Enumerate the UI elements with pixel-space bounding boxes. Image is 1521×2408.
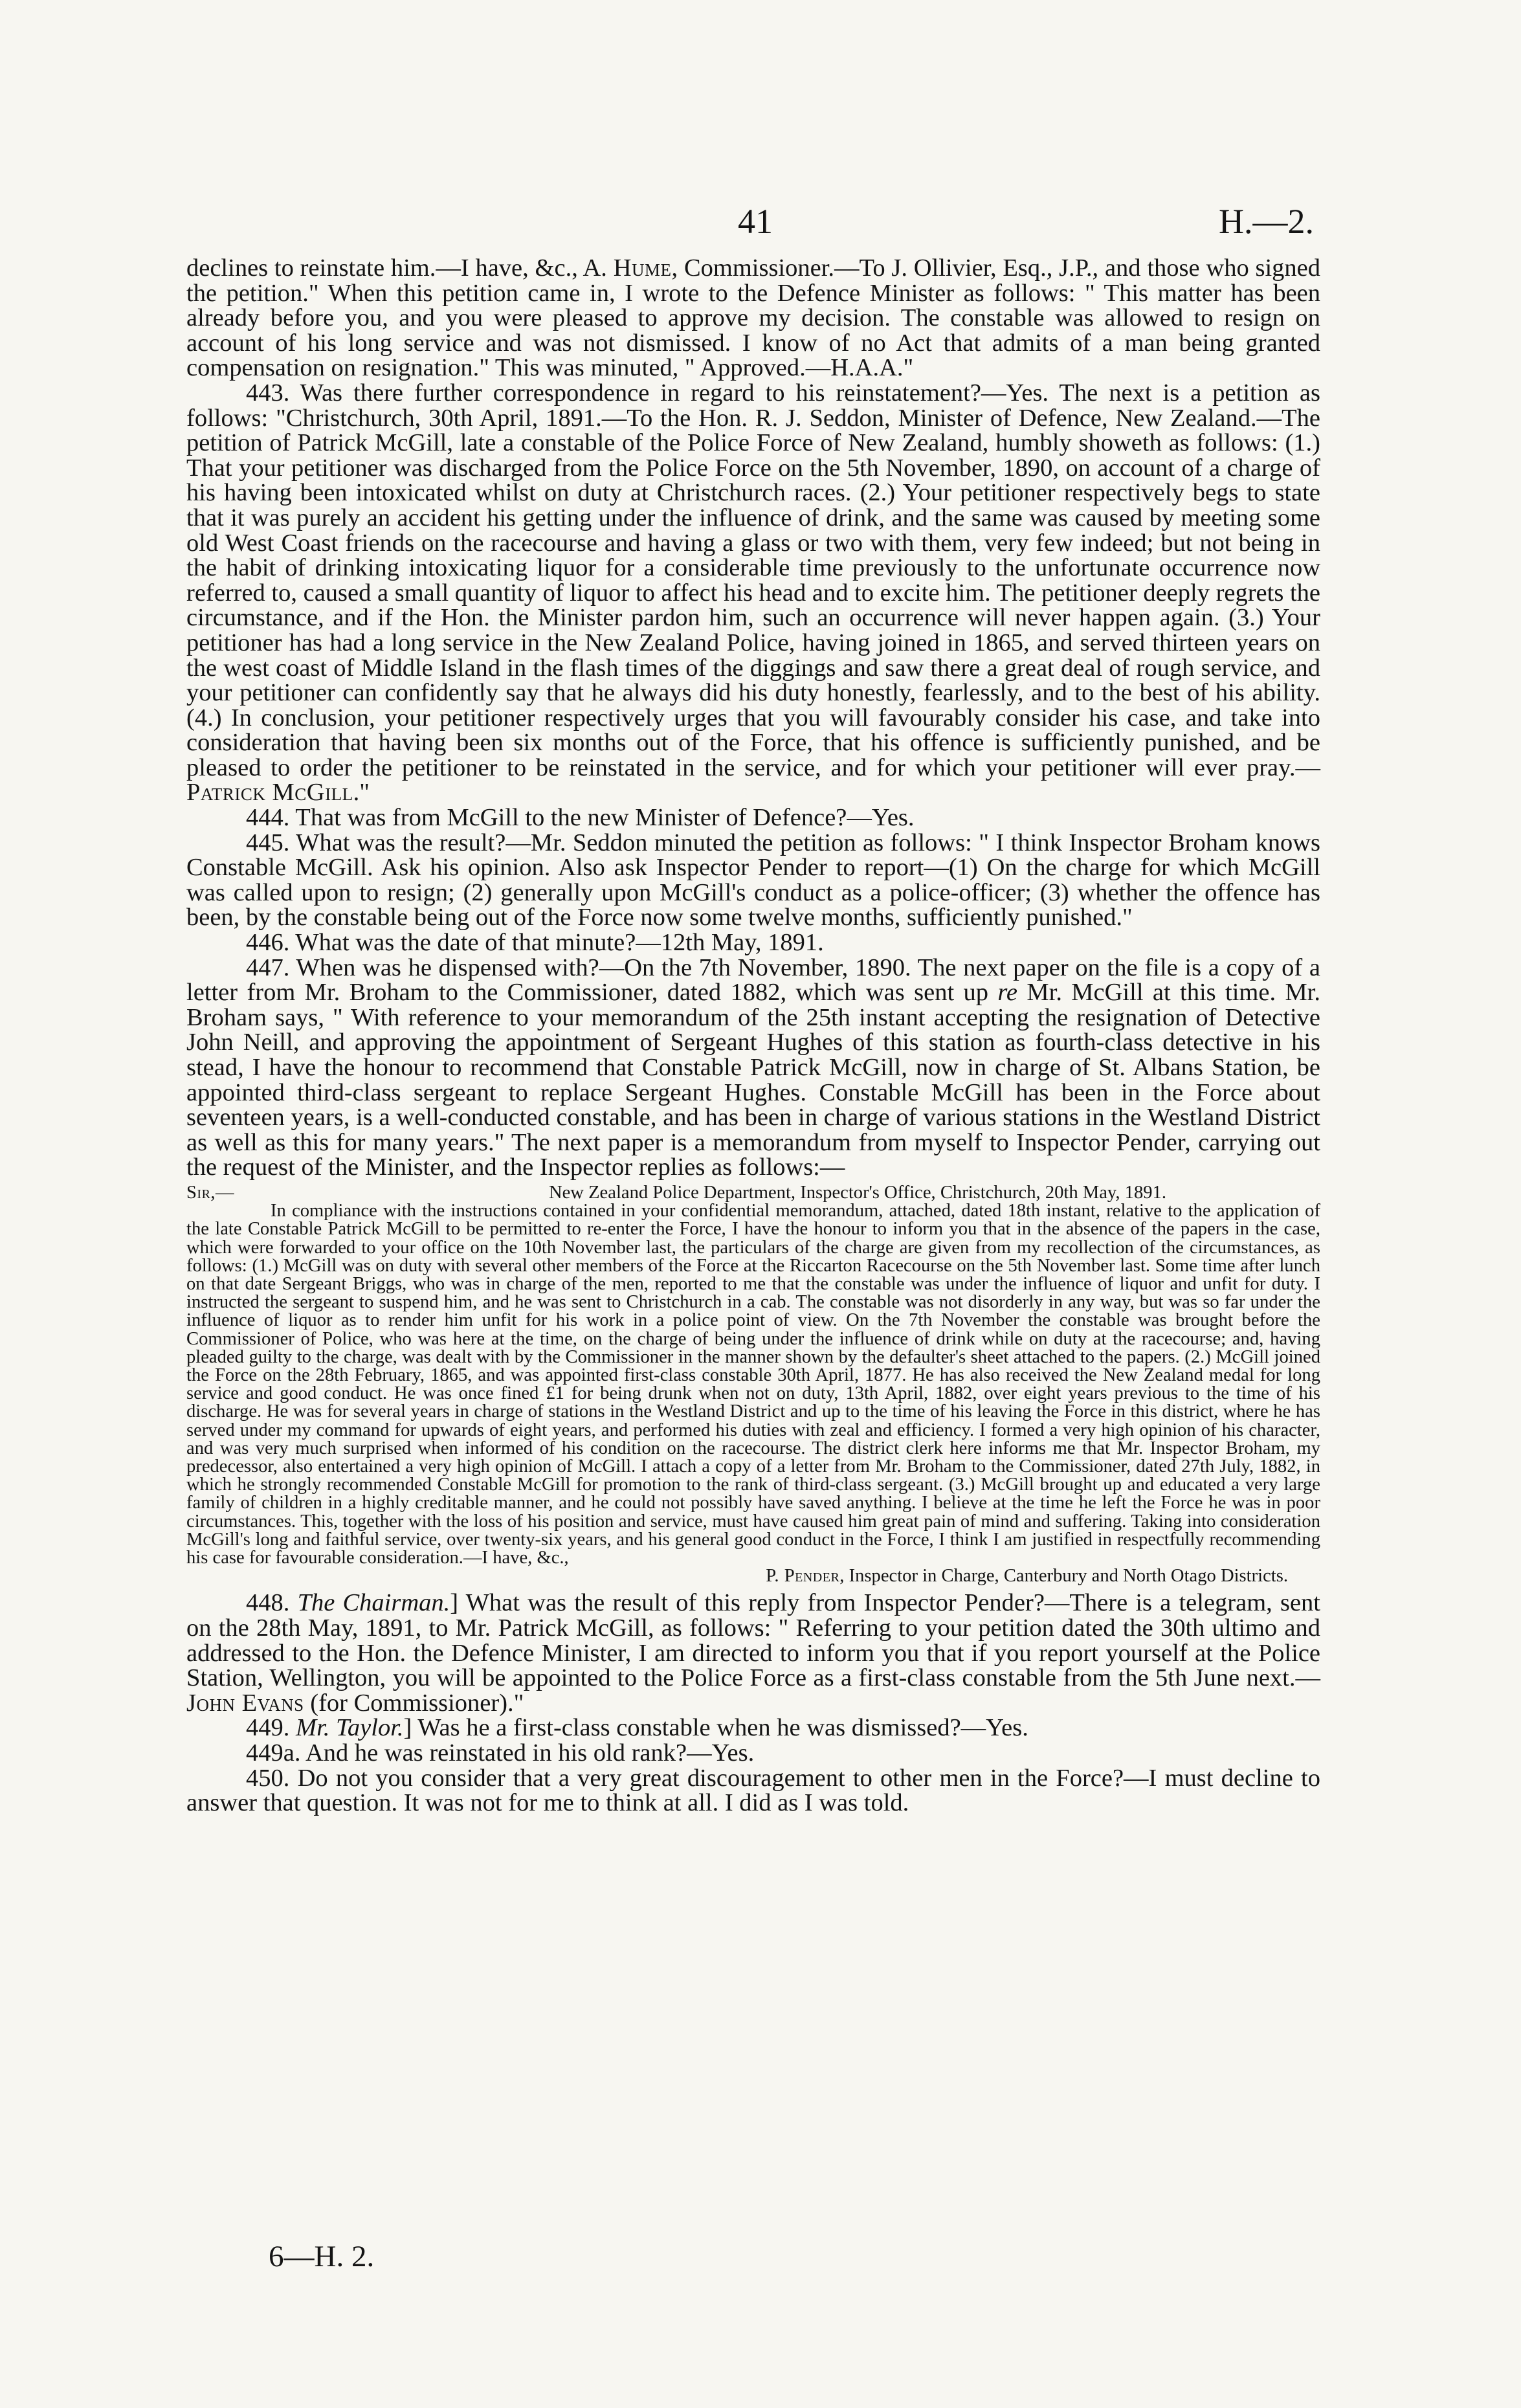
paragraph-450: 450. Do not you consider that a very great discouragement to other men in the Force?—I must decline to answer that question. It was not for me to think at all. I did as I was told. bbox=[186, 1764, 1320, 1817]
paragraph-445: 445. What was the result?—Mr. Seddon minuted the petition as follows: " I think Inspector Broham knows Constable McGill. Ask his opinion. Also ask Inspector Pender to report—(1) On the charge for which McGill was called upon to resign; (2) generally upon McGill's conduct as a police-officer; (3) whether the offence has been, by the constable being out of the Force now some twelve months, sufficiently punished." bbox=[186, 829, 1320, 931]
document-reference: H.—2. bbox=[1219, 202, 1314, 241]
page-number: 41 bbox=[738, 202, 773, 241]
paragraph-446: 446. What was the date of that minute?—12th May, 1891. bbox=[246, 929, 824, 957]
letter-signature: P. Pender, Inspector in Charge, Canterbury and North Otago Districts. bbox=[766, 1566, 1288, 1587]
paragraph-443: 443. Was there further correspondence in regard to his reinstatement?—Yes. The next is a petition as follows: "Christchurch, 30th April, 1891.—To the Hon. R. J. Seddon, Minister of Defence, New Zealand.—The petition of Patrick McGill, late a constable of the Police Force of New Zealand, humbly showeth as follows: (1.) That your petitioner was discharged from the Police Force on the 5th November, 1890, on account of a charge of his having been intoxicated whilst on duty at Christchurch races. (2.) Your petitioner respectively begs to state that it was purely an accident his getting under the influence of drink, and the same was caused by meeting some old West Coast friends on the racecourse and having a glass or two with them, very few indeed; but not being in the habit of drinking intoxicating liquor for a considerable time previously to the unfortunate occurrence now referred to, caused a small quantity of liquor to affect his head and to excite him. The petitioner deeply regrets the circumstance, and if the Hon. the Minister pardon him, such an occurrence will never happen again. (3.) Your petitioner has had a long service in the New Zealand Police, having joined in 1865, and served thirteen years on the west coast of Middle Island in the flash times of the diggings and saw there a great deal of rough service, and your petitioner can confidently say that he always did his duty honestly, fearlessly, and to the best of his ability. (4.) In conclusion, your petitioner respectively urges that you will favourably consider his case, and take into consideration that having been six months out of the Force, that his offence is sufficiently punished, and be pleased to order the petitioner to be reinstated in the service, and for which your petitioner will ever pray.—Patrick McGill." bbox=[186, 379, 1320, 807]
body-text bbox=[186, 256, 1320, 1816]
paragraph-intro: declines to reinstate him.—I have, &c., A. Hume, Commissioner.—To J. Ollivier, Esq., J.P., and those who signed the petition." When this petition came in, I wrote to the Defence Minister as follows: " This matter has been already before you, and you were pleased to approve my decision. The constable was allowed to resign on account of his long service and was not dismissed. I know of no Act that admits of a man being granted compensation on resignation." This was minuted, " Approved.—H.A.A." bbox=[186, 254, 1320, 382]
inspector-letter bbox=[186, 1184, 1320, 1585]
paragraph-449: 449. Mr. Taylor.] Was he a first-class constable when he was dismissed?—Yes. bbox=[246, 1714, 1028, 1742]
letter-address: New Zealand Police Department, Inspector's Office, Christchurch, 20th May, 1891. bbox=[548, 1182, 1166, 1203]
letter-body: In compliance with the instructions contained in your confidential memorandum, attached, dated 18th instant, relative to the application of the late Constable Patrick McGill to be permitted to re-enter the Force, I have the honour to inform you that in the absence of the papers in the case, which were forwarded to your office on the 10th November last, the particulars of the charge are given from my recollection of the circumstances, as follows: (1.) McGill was on duty with several other members of the Force at the Riccarton Racecourse on the 5th November last. Some time after lunch on that date Sergeant Briggs, who was in charge of the men, reported to me that the constable was under the influence of liquor and unfit for duty. I instructed the sergeant to suspend him, and he was sent to Christchurch in a cab. The constable was not disorderly in any way, but was so far under the influence of liquor as to render him unfit for his work in a police point of view. On the 7th November the constable was brought before the Commissioner of Police, who was here at the time, on the charge of being under the influence of drink while on duty at the racecourse; and, having pleaded guilty to the charge, was dealt with by the Commissioner in the manner shown by the defaulter's sheet attached to the papers. (2.) McGill joined the Force on the 28th February, 1865, and was appointed first-class constable 30th April, 1877. He has also received the New Zealand medal for long service and good conduct. He was once fined £1 for being drunk when not on duty, 13th April, 1882, over eight years previous to the time of his discharge. He was for several years in charge of stations in the Westland District and up to the time of his leaving the Force in this district, where he has served under my command for upwards of eight years, and performed his duties with zeal and efficiency. I formed a very high opinion of his character, and was very much surprised when informed of his condition on the racecourse. The district clerk here informs me that Mr. Inspector Broham, my predecessor, also entertained a very high opinion of McGill. I attach a copy of a letter from Mr. Broham to the Commissioner, dated 27th July, 1882, in which he strongly recommended Constable McGill for promotion to the rank of third-class sergeant. (3.) McGill brought up and educated a very large family of children in a highly creditable manner, and he could not possibly have saved anything. I believe at the time he left the Force he was in poor circumstances. This, together with the loss of his position and service, must have caused him great pain of mind and suffering. Taking into consideration McGill's long and faithful service, over twenty-six years, and his general good conduct in the Force, I think I am justified in respectfully recommending his case for favourable consideration.—I have, &c., bbox=[186, 1201, 1320, 1568]
paragraph-447: 447. When was he dispensed with?—On the 7th November, 1890. The next paper on the file is a copy of a letter from Mr. Broham to the Commissioner, dated 1882, which was sent up re Mr. McGill at this time. Mr. Broham says, " With reference to your memorandum of the 25th instant accepting the resignation of Detective John Neill, and approving the appointment of Sergeant Hughes of this station as fourth-class detective in his stead, I have the honour to recommend that Constable Patrick McGill, now in charge of St. Albans Station, be appointed third-class sergeant to replace Sergeant Hughes. Constable McGill has been in the Force about seventeen years, is a well-conducted constable, and has been in charge of various stations in the Westland District as well as this for many years." The next paper is a memorandum from myself to Inspector Pender, carrying out the request of the Minister, and the Inspector replies as follows:— bbox=[186, 953, 1320, 1181]
paragraph-448: 448. The Chairman.] What was the result of this reply from Inspector Pender?—There is a telegram, sent on the 28th May, 1891, to Mr. Patrick McGill, as follows: " Referring to your petition dated the 30th ultimo and addressed to the Hon. the Defence Minister, I am directed to inform you that if you report yourself at the Police Station, Wellington, you will be appointed to the Police Force as a first-class constable from the 5th June next.—John Evans (for Commissioner)." bbox=[186, 1589, 1320, 1717]
letter-salutation: Sir,— bbox=[186, 1182, 235, 1203]
paragraph-449a: 449a. And he was reinstated in his old rank?—Yes. bbox=[246, 1739, 755, 1767]
sheet-signature: 6—H. 2. bbox=[269, 2240, 375, 2273]
paragraph-444: 444. That was from McGill to the new Minister of Defence?—Yes. bbox=[246, 804, 915, 832]
letter-heading bbox=[186, 1184, 1320, 1202]
